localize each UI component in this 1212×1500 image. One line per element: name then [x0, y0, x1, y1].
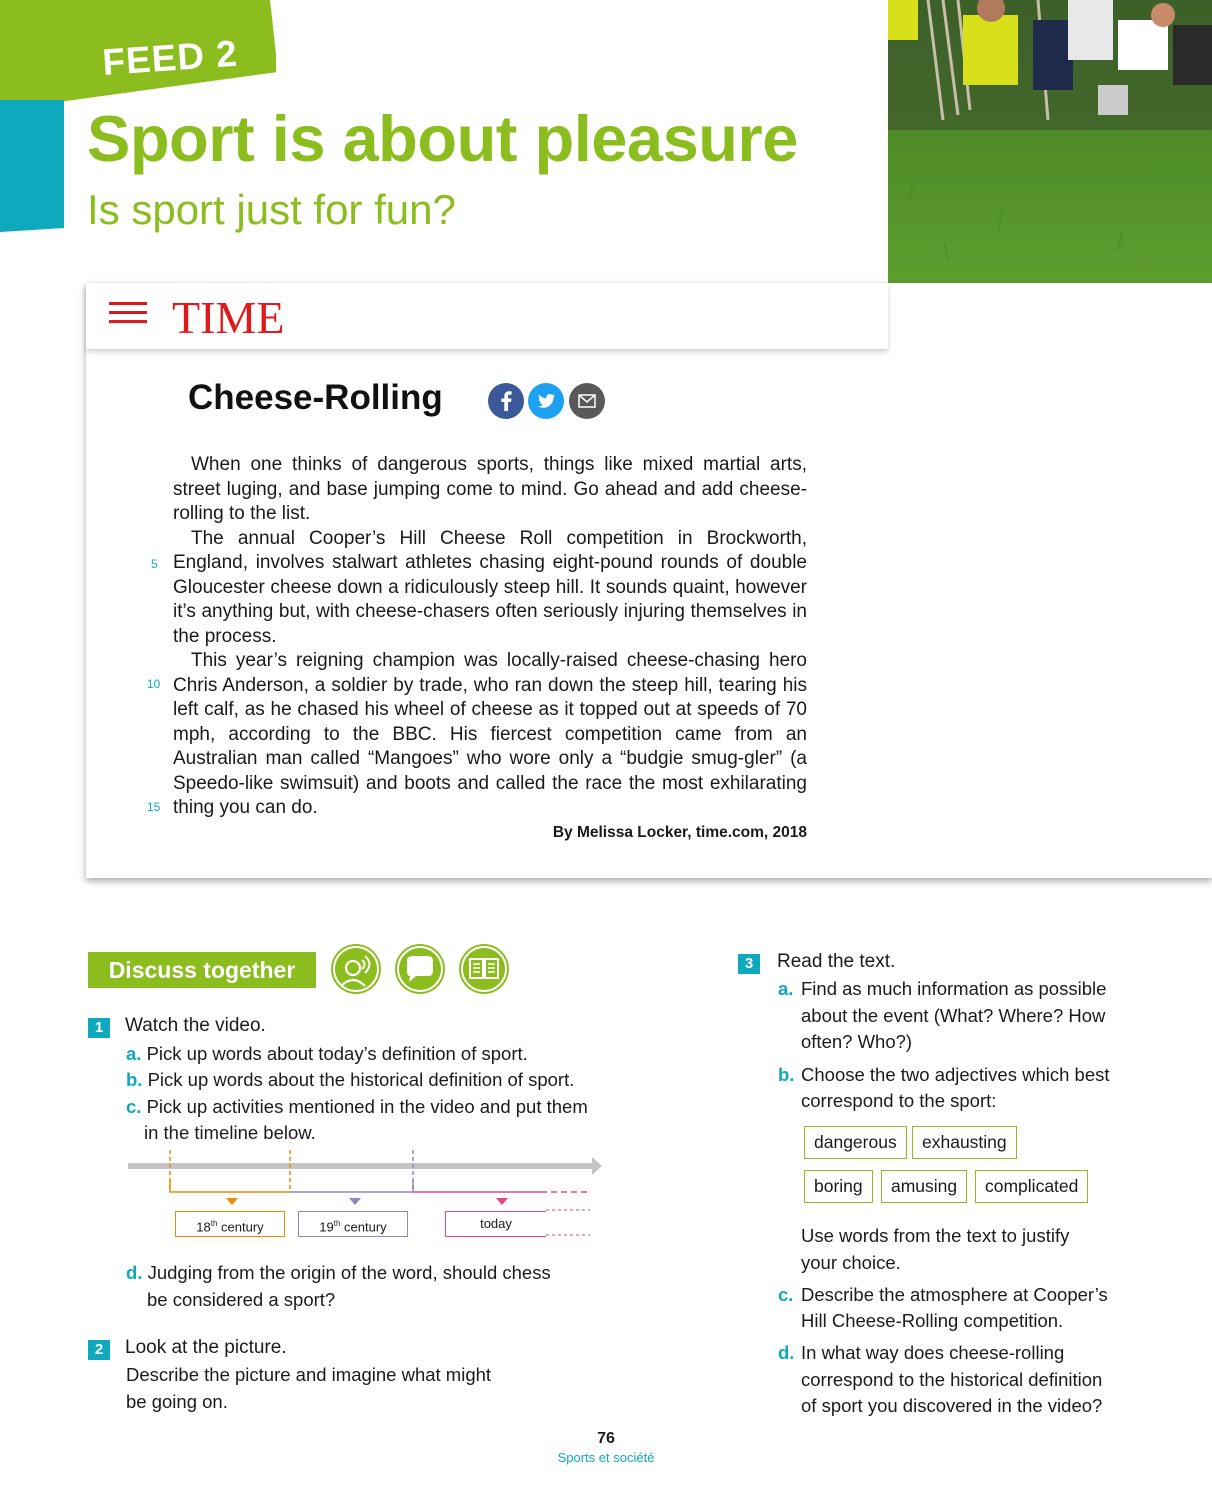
timeline-box-18th [175, 1211, 285, 1237]
reading-icon [459, 944, 509, 994]
ordinal-suffix: th [333, 1219, 341, 1228]
article-paragraph: When one thinks of dangerous sports, things like mixed martial arts, street luging, and base jumping come to mind. Go ahead and add cheese-rolling to the list. [173, 454, 807, 524]
exercise-heading: Look at the picture. [125, 1337, 287, 1358]
item-text: Choose the two adjectives which best [801, 1064, 1110, 1085]
article-paragraph: The annual Cooper’s Hill Cheese Roll competition in Brockworth, England, involves stalwart athletes chasing eight-pound rounds of double Gloucester cheese down a ridiculously steep hill. It sounds quaint, however it’s anything but, with cheese-chasers often seriously injuring themselves in the process. [173, 527, 807, 647]
email-icon[interactable] [569, 383, 605, 419]
item-text-continued: in the timeline below. [144, 1122, 316, 1143]
adjective-chip: complicated [975, 1170, 1088, 1203]
item-letter: a. [126, 1043, 142, 1064]
item-letter: d. [126, 1262, 143, 1283]
menu-icon[interactable] [109, 302, 147, 324]
item-text: Hill Cheese-Rolling competition. [801, 1310, 1064, 1331]
timeline-box-today: today [445, 1211, 546, 1237]
adjective-chip: dangerous [804, 1126, 907, 1159]
speech-bubble-icon [395, 944, 445, 994]
item-letter: c. [126, 1096, 142, 1117]
item-text: Pick up words about the historical definition of sport. [147, 1069, 575, 1090]
century-word: century [217, 1219, 264, 1235]
exercise-item [126, 1041, 528, 1068]
century-word: century [340, 1219, 387, 1235]
page-subtitle: Is sport just for fun? [87, 186, 456, 233]
century-number: 19 [319, 1219, 334, 1235]
article-paragraph: This year’s reigning champion was locally-raised cheese-chasing hero Chris Anderson, a soldier by trade, who ran down the steep hill, tearing his left calf, as he chased his wheel of cheese as it topped out at speeds of 70 mph, according to the BBC. His fiercest competition came from an Australian man called “Mangoes” who wore only a “budgie smug-gler” (a Speedo-like swimsuit) and boots and called the race the most exhilarating thing you can do. [173, 650, 807, 818]
century-number: 18 [196, 1219, 211, 1235]
article-byline: By Melissa Locker, time.com, 2018 [552, 824, 807, 841]
item-text: of sport you discovered in the video? [801, 1395, 1103, 1416]
adjective-chip: exhausting [912, 1126, 1017, 1159]
item-text: In what way does cheese-rolling [801, 1342, 1065, 1363]
item-text: Pick up activities mentioned in the video and put them [146, 1096, 588, 1117]
exercise-heading: Watch the video. [125, 1015, 266, 1036]
twitter-icon[interactable] [528, 383, 564, 419]
feed-label: FEED 2 [101, 32, 240, 84]
article-title: Cheese-Rolling [188, 378, 443, 417]
exercise-item [126, 1067, 574, 1094]
item-letter: c. [778, 1284, 794, 1305]
item-text: often? Who?) [801, 1031, 913, 1052]
discuss-together-label: Discuss together [88, 952, 316, 988]
item-text: about the event (What? Where? How [801, 1005, 1106, 1026]
exercise-item [126, 1094, 588, 1121]
item-letter: b. [778, 1064, 795, 1085]
time-logo[interactable]: TIME [172, 292, 285, 343]
item-text: correspond to the sport: [801, 1090, 997, 1111]
item-text-continued: be considered a sport? [147, 1289, 336, 1310]
item-text: correspond to the historical definition [801, 1369, 1103, 1390]
item-text: Judging from the origin of the word, should chess [147, 1262, 551, 1283]
item-text: your choice. [801, 1252, 901, 1273]
line-number: 10 [147, 677, 161, 691]
listening-icon [331, 944, 381, 994]
timeline-box-19th [298, 1211, 408, 1237]
facebook-icon[interactable] [488, 383, 524, 419]
exercise-number: 3 [738, 954, 760, 974]
exercise-heading: Read the text. [777, 951, 896, 972]
adjective-chip: boring [804, 1170, 873, 1203]
item-text: Find as much information as possible [801, 978, 1107, 999]
line-number: 5 [151, 557, 158, 571]
article-body [173, 453, 807, 821]
item-text: Pick up words about today’s definition of sport. [146, 1043, 528, 1064]
exercise-number: 2 [88, 1340, 110, 1360]
page-title: Sport is about pleasure [87, 102, 798, 175]
teal-accent-block [0, 100, 64, 232]
exercise-number: 1 [88, 1018, 110, 1038]
page-number: 76 [597, 1430, 615, 1447]
line-number: 15 [147, 800, 161, 814]
exercise-text: Describe the picture and imagine what might [126, 1364, 492, 1385]
item-text: Use words from the text to justify [801, 1225, 1070, 1246]
section-footer: Sports et société [557, 1450, 655, 1465]
adjective-chip: amusing [881, 1170, 967, 1203]
item-letter: b. [126, 1069, 143, 1090]
exercise-text: be going on. [126, 1391, 228, 1412]
ordinal-suffix: th [210, 1219, 218, 1228]
item-letter: d. [778, 1342, 795, 1363]
item-letter: a. [778, 978, 794, 999]
item-text: Describe the atmosphere at Cooper’s [801, 1284, 1108, 1305]
exercise-item [126, 1260, 551, 1287]
